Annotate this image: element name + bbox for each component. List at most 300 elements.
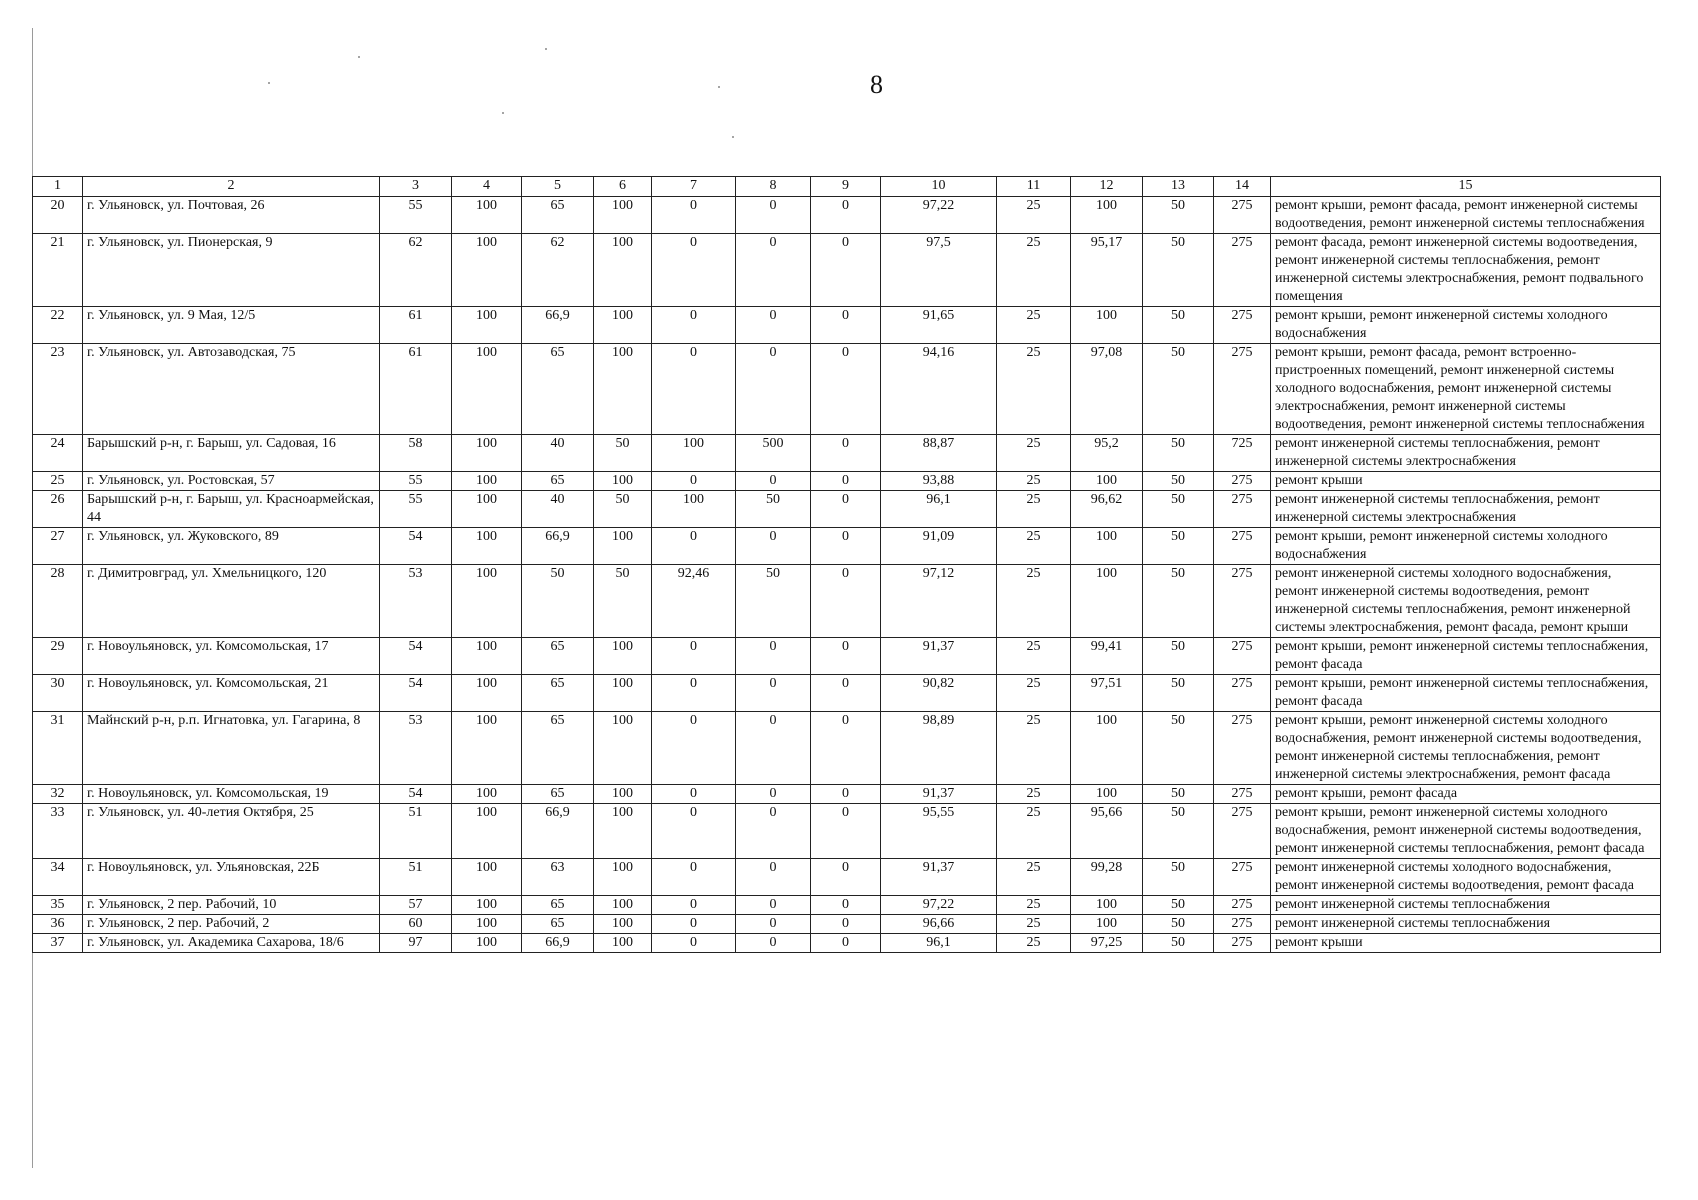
column-header: 12 [1071,177,1143,197]
value-cell: 0 [811,307,881,344]
row-number: 22 [33,307,83,344]
value-cell: 100 [1071,896,1143,915]
value-cell: 50 [522,565,594,638]
value-cell: 25 [997,804,1071,859]
value-cell: 55 [380,197,452,234]
value-cell: 88,87 [881,435,997,472]
value-cell: 50 [1143,472,1214,491]
address-cell: г. Новоульяновск, ул. Комсомольская, 17 [83,638,380,675]
value-cell: 50 [1143,491,1214,528]
table-row [33,785,1661,804]
value-cell: 66,9 [522,307,594,344]
works-cell: ремонт фасада, ремонт инженерной системы водоотведения, ремонт инженерной системы теплоснабжения, ремонт инженерной системы электроснабжения, ремонт подвального помещения [1271,234,1661,307]
buildings-repair-table [32,176,1661,953]
address-cell: г. Новоульяновск, ул. Комсомольская, 21 [83,675,380,712]
column-header: 13 [1143,177,1214,197]
total-cell: 275 [1214,859,1271,896]
value-cell: 94,16 [881,344,997,435]
value-cell: 65 [522,785,594,804]
value-cell: 100 [1071,785,1143,804]
value-cell: 91,37 [881,638,997,675]
total-cell: 275 [1214,565,1271,638]
value-cell: 25 [997,934,1071,953]
value-cell: 65 [522,472,594,491]
total-cell: 275 [1214,528,1271,565]
value-cell: 100 [1071,307,1143,344]
row-number: 36 [33,915,83,934]
value-cell: 25 [997,344,1071,435]
value-cell: 25 [997,234,1071,307]
value-cell: 50 [736,491,811,528]
total-cell: 275 [1214,234,1271,307]
address-cell: Барышский р-н, г. Барыш, ул. Садовая, 16 [83,435,380,472]
value-cell: 25 [997,638,1071,675]
value-cell: 97,08 [1071,344,1143,435]
value-cell: 25 [997,712,1071,785]
header-row [33,177,1661,197]
value-cell: 100 [452,915,522,934]
value-cell: 50 [1143,197,1214,234]
value-cell: 66,9 [522,528,594,565]
works-cell: ремонт крыши [1271,934,1661,953]
value-cell: 25 [997,197,1071,234]
value-cell: 55 [380,491,452,528]
value-cell: 50 [1143,565,1214,638]
value-cell: 95,2 [1071,435,1143,472]
value-cell: 50 [1143,528,1214,565]
value-cell: 100 [594,896,652,915]
works-cell: ремонт крыши, ремонт инженерной системы холодного водоснабжения, ремонт инженерной системы водоотведения, ремонт инженерной системы теплоснабжения, ремонт фасада [1271,804,1661,859]
works-cell: ремонт крыши [1271,472,1661,491]
value-cell: 0 [736,344,811,435]
total-cell: 275 [1214,197,1271,234]
value-cell: 0 [811,528,881,565]
value-cell: 61 [380,344,452,435]
value-cell: 0 [811,934,881,953]
value-cell: 0 [652,785,736,804]
works-cell: ремонт крыши, ремонт фасада, ремонт инженерной системы водоотведения, ремонт инженерной системы теплоснабжения [1271,197,1661,234]
value-cell: 0 [652,804,736,859]
table-row [33,638,1661,675]
row-number: 26 [33,491,83,528]
column-header: 7 [652,177,736,197]
value-cell: 50 [1143,915,1214,934]
value-cell: 50 [1143,859,1214,896]
row-number: 27 [33,528,83,565]
value-cell: 100 [594,712,652,785]
total-cell: 275 [1214,712,1271,785]
row-number: 23 [33,344,83,435]
value-cell: 50 [594,435,652,472]
value-cell: 0 [811,472,881,491]
scan-speck [732,136,734,138]
table-row [33,915,1661,934]
value-cell: 100 [452,197,522,234]
value-cell: 98,89 [881,712,997,785]
value-cell: 0 [736,934,811,953]
value-cell: 25 [997,565,1071,638]
total-cell: 275 [1214,307,1271,344]
value-cell: 0 [736,472,811,491]
value-cell: 91,09 [881,528,997,565]
value-cell: 25 [997,307,1071,344]
value-cell: 62 [522,234,594,307]
value-cell: 0 [811,234,881,307]
value-cell: 0 [736,804,811,859]
value-cell: 100 [594,804,652,859]
value-cell: 100 [594,675,652,712]
value-cell: 0 [736,234,811,307]
total-cell: 275 [1214,344,1271,435]
scan-speck [358,56,360,58]
address-cell: Барышский р-н, г. Барыш, ул. Красноармейская, 44 [83,491,380,528]
value-cell: 0 [736,528,811,565]
row-number: 33 [33,804,83,859]
value-cell: 100 [652,435,736,472]
value-cell: 25 [997,528,1071,565]
value-cell: 25 [997,491,1071,528]
value-cell: 65 [522,197,594,234]
value-cell: 95,55 [881,804,997,859]
row-number: 25 [33,472,83,491]
value-cell: 60 [380,915,452,934]
value-cell: 62 [380,234,452,307]
row-number: 20 [33,197,83,234]
column-header: 11 [997,177,1071,197]
total-cell: 275 [1214,472,1271,491]
value-cell: 65 [522,915,594,934]
value-cell: 100 [594,197,652,234]
value-cell: 0 [652,528,736,565]
column-header: 3 [380,177,452,197]
value-cell: 100 [594,785,652,804]
total-cell: 275 [1214,915,1271,934]
value-cell: 0 [811,896,881,915]
value-cell: 0 [811,491,881,528]
value-cell: 95,66 [1071,804,1143,859]
value-cell: 50 [1143,307,1214,344]
value-cell: 63 [522,859,594,896]
table-row [33,712,1661,785]
works-cell: ремонт крыши, ремонт фасада, ремонт встроенно-пристроенных помещений, ремонт инженерной системы холодного водоснабжения, ремонт инженерной системы электроснабжения, ремонт инженерной системы водоотведения, ремонт инженерной системы теплоснабжения [1271,344,1661,435]
table-row [33,307,1661,344]
value-cell: 0 [736,896,811,915]
address-cell: г. Димитровград, ул. Хмельницкого, 120 [83,565,380,638]
value-cell: 97,22 [881,197,997,234]
value-cell: 65 [522,638,594,675]
page-number: 8 [870,70,883,99]
value-cell: 0 [811,675,881,712]
address-cell: г. Ульяновск, ул. Автозаводская, 75 [83,344,380,435]
row-number: 28 [33,565,83,638]
works-cell: ремонт инженерной системы теплоснабжения [1271,915,1661,934]
table-row [33,804,1661,859]
value-cell: 0 [811,344,881,435]
value-cell: 0 [736,785,811,804]
total-cell: 275 [1214,934,1271,953]
works-cell: ремонт крыши, ремонт фасада [1271,785,1661,804]
value-cell: 100 [452,859,522,896]
value-cell: 97,12 [881,565,997,638]
value-cell: 100 [452,565,522,638]
works-cell: ремонт инженерной системы теплоснабжения, ремонт инженерной системы электроснабжения [1271,435,1661,472]
scan-speck [718,86,720,88]
value-cell: 500 [736,435,811,472]
column-header: 14 [1214,177,1271,197]
row-number: 21 [33,234,83,307]
value-cell: 96,1 [881,934,997,953]
value-cell: 97,51 [1071,675,1143,712]
value-cell: 51 [380,804,452,859]
value-cell: 0 [652,234,736,307]
works-cell: ремонт инженерной системы холодного водоснабжения, ремонт инженерной системы водоотведения, ремонт инженерной системы теплоснабжения, ремонт инженерной системы электроснабжения, ремонт фасада, ремонт крыши [1271,565,1661,638]
value-cell: 0 [652,934,736,953]
row-number: 34 [33,859,83,896]
value-cell: 100 [452,934,522,953]
value-cell: 90,82 [881,675,997,712]
address-cell: г. Ульяновск, ул. Жуковского, 89 [83,528,380,565]
value-cell: 0 [652,712,736,785]
value-cell: 100 [594,934,652,953]
value-cell: 0 [736,675,811,712]
value-cell: 92,46 [652,565,736,638]
value-cell: 65 [522,896,594,915]
works-cell: ремонт крыши, ремонт инженерной системы теплоснабжения, ремонт фасада [1271,638,1661,675]
value-cell: 0 [736,638,811,675]
value-cell: 50 [1143,785,1214,804]
works-cell: ремонт крыши, ремонт инженерной системы холодного водоснабжения, ремонт инженерной системы водоотведения, ремонт инженерной системы теплоснабжения, ремонт инженерной системы электроснабжения, ремонт фасада [1271,712,1661,785]
value-cell: 0 [652,638,736,675]
table-row [33,565,1661,638]
value-cell: 97,5 [881,234,997,307]
value-cell: 95,17 [1071,234,1143,307]
value-cell: 100 [594,638,652,675]
row-number: 31 [33,712,83,785]
value-cell: 100 [594,859,652,896]
value-cell: 65 [522,344,594,435]
value-cell: 100 [594,472,652,491]
value-cell: 96,1 [881,491,997,528]
value-cell: 100 [452,712,522,785]
value-cell: 25 [997,785,1071,804]
value-cell: 100 [594,307,652,344]
column-header: 2 [83,177,380,197]
column-header: 10 [881,177,997,197]
value-cell: 66,9 [522,934,594,953]
table-row [33,472,1661,491]
value-cell: 50 [1143,934,1214,953]
value-cell: 100 [594,915,652,934]
address-cell: г. Новоульяновск, ул. Комсомольская, 19 [83,785,380,804]
value-cell: 0 [652,915,736,934]
value-cell: 91,65 [881,307,997,344]
total-cell: 725 [1214,435,1271,472]
value-cell: 65 [522,675,594,712]
address-cell: г. Ульяновск, 2 пер. Рабочий, 2 [83,915,380,934]
table-row [33,934,1661,953]
value-cell: 100 [594,234,652,307]
value-cell: 53 [380,565,452,638]
address-cell: Майнский р-н, р.п. Игнатовка, ул. Гагарина, 8 [83,712,380,785]
row-number: 37 [33,934,83,953]
address-cell: г. Новоульяновск, ул. Ульяновская, 22Б [83,859,380,896]
column-header: 15 [1271,177,1661,197]
value-cell: 65 [522,712,594,785]
value-cell: 97,25 [1071,934,1143,953]
table-row [33,896,1661,915]
total-cell: 275 [1214,896,1271,915]
works-cell: ремонт крыши, ремонт инженерной системы холодного водоснабжения [1271,307,1661,344]
address-cell: г. Ульяновск, ул. Пионерская, 9 [83,234,380,307]
value-cell: 0 [652,197,736,234]
column-header: 4 [452,177,522,197]
value-cell: 100 [452,638,522,675]
value-cell: 100 [452,804,522,859]
value-cell: 40 [522,435,594,472]
value-cell: 0 [652,472,736,491]
row-number: 32 [33,785,83,804]
value-cell: 54 [380,785,452,804]
value-cell: 100 [452,785,522,804]
value-cell: 66,9 [522,804,594,859]
total-cell: 275 [1214,638,1271,675]
column-header: 5 [522,177,594,197]
address-cell: г. Ульяновск, ул. Академика Сахарова, 18/6 [83,934,380,953]
value-cell: 50 [1143,234,1214,307]
value-cell: 0 [736,915,811,934]
table-row [33,528,1661,565]
value-cell: 54 [380,675,452,712]
value-cell: 0 [811,197,881,234]
value-cell: 25 [997,435,1071,472]
address-cell: г. Ульяновск, ул. 9 Мая, 12/5 [83,307,380,344]
value-cell: 0 [736,712,811,785]
value-cell: 50 [1143,344,1214,435]
value-cell: 97,22 [881,896,997,915]
value-cell: 100 [1071,197,1143,234]
value-cell: 25 [997,472,1071,491]
value-cell: 100 [452,896,522,915]
table-row [33,435,1661,472]
works-cell: ремонт инженерной системы теплоснабжения [1271,896,1661,915]
value-cell: 100 [452,307,522,344]
value-cell: 25 [997,859,1071,896]
value-cell: 100 [452,528,522,565]
works-cell: ремонт инженерной системы теплоснабжения, ремонт инженерной системы электроснабжения [1271,491,1661,528]
value-cell: 0 [811,804,881,859]
value-cell: 25 [997,915,1071,934]
address-cell: г. Ульяновск, 2 пер. Рабочий, 10 [83,896,380,915]
value-cell: 96,62 [1071,491,1143,528]
value-cell: 100 [452,491,522,528]
value-cell: 91,37 [881,859,997,896]
table-row [33,491,1661,528]
value-cell: 100 [452,344,522,435]
value-cell: 97 [380,934,452,953]
value-cell: 51 [380,859,452,896]
value-cell: 40 [522,491,594,528]
row-number: 30 [33,675,83,712]
value-cell: 91,37 [881,785,997,804]
works-cell: ремонт инженерной системы холодного водоснабжения, ремонт инженерной системы водоотведения, ремонт фасада [1271,859,1661,896]
value-cell: 0 [652,307,736,344]
value-cell: 0 [736,307,811,344]
value-cell: 100 [1071,528,1143,565]
address-cell: г. Ульяновск, ул. Почтовая, 26 [83,197,380,234]
value-cell: 100 [652,491,736,528]
works-cell: ремонт крыши, ремонт инженерной системы теплоснабжения, ремонт фасада [1271,675,1661,712]
value-cell: 100 [1071,472,1143,491]
table-body [33,197,1661,953]
value-cell: 54 [380,638,452,675]
value-cell: 25 [997,896,1071,915]
value-cell: 50 [1143,896,1214,915]
value-cell: 100 [452,675,522,712]
row-number: 24 [33,435,83,472]
total-cell: 275 [1214,491,1271,528]
value-cell: 50 [1143,435,1214,472]
value-cell: 93,88 [881,472,997,491]
table-row [33,675,1661,712]
value-cell: 61 [380,307,452,344]
value-cell: 100 [594,344,652,435]
value-cell: 57 [380,896,452,915]
value-cell: 25 [997,675,1071,712]
scan-speck [502,112,504,114]
column-header: 9 [811,177,881,197]
table-row [33,234,1661,307]
column-header: 8 [736,177,811,197]
total-cell: 275 [1214,785,1271,804]
value-cell: 0 [811,712,881,785]
value-cell: 50 [1143,712,1214,785]
value-cell: 100 [594,528,652,565]
address-cell: г. Ульяновск, ул. 40-летия Октября, 25 [83,804,380,859]
value-cell: 50 [1143,804,1214,859]
value-cell: 55 [380,472,452,491]
value-cell: 50 [1143,638,1214,675]
value-cell: 50 [594,491,652,528]
table-row [33,344,1661,435]
scan-speck [268,82,270,84]
value-cell: 50 [594,565,652,638]
value-cell: 54 [380,528,452,565]
value-cell: 100 [452,234,522,307]
value-cell: 0 [652,344,736,435]
row-number: 29 [33,638,83,675]
row-number: 35 [33,896,83,915]
scan-speck [545,48,547,50]
value-cell: 0 [811,785,881,804]
value-cell: 0 [811,915,881,934]
value-cell: 50 [736,565,811,638]
value-cell: 100 [1071,565,1143,638]
value-cell: 0 [811,638,881,675]
value-cell: 0 [736,859,811,896]
address-cell: г. Ульяновск, ул. Ростовская, 57 [83,472,380,491]
total-cell: 275 [1214,804,1271,859]
value-cell: 96,66 [881,915,997,934]
value-cell: 53 [380,712,452,785]
value-cell: 50 [1143,675,1214,712]
value-cell: 99,41 [1071,638,1143,675]
column-header: 1 [33,177,83,197]
value-cell: 0 [811,565,881,638]
works-cell: ремонт крыши, ремонт инженерной системы холодного водоснабжения [1271,528,1661,565]
column-header: 6 [594,177,652,197]
total-cell: 275 [1214,675,1271,712]
value-cell: 100 [1071,915,1143,934]
